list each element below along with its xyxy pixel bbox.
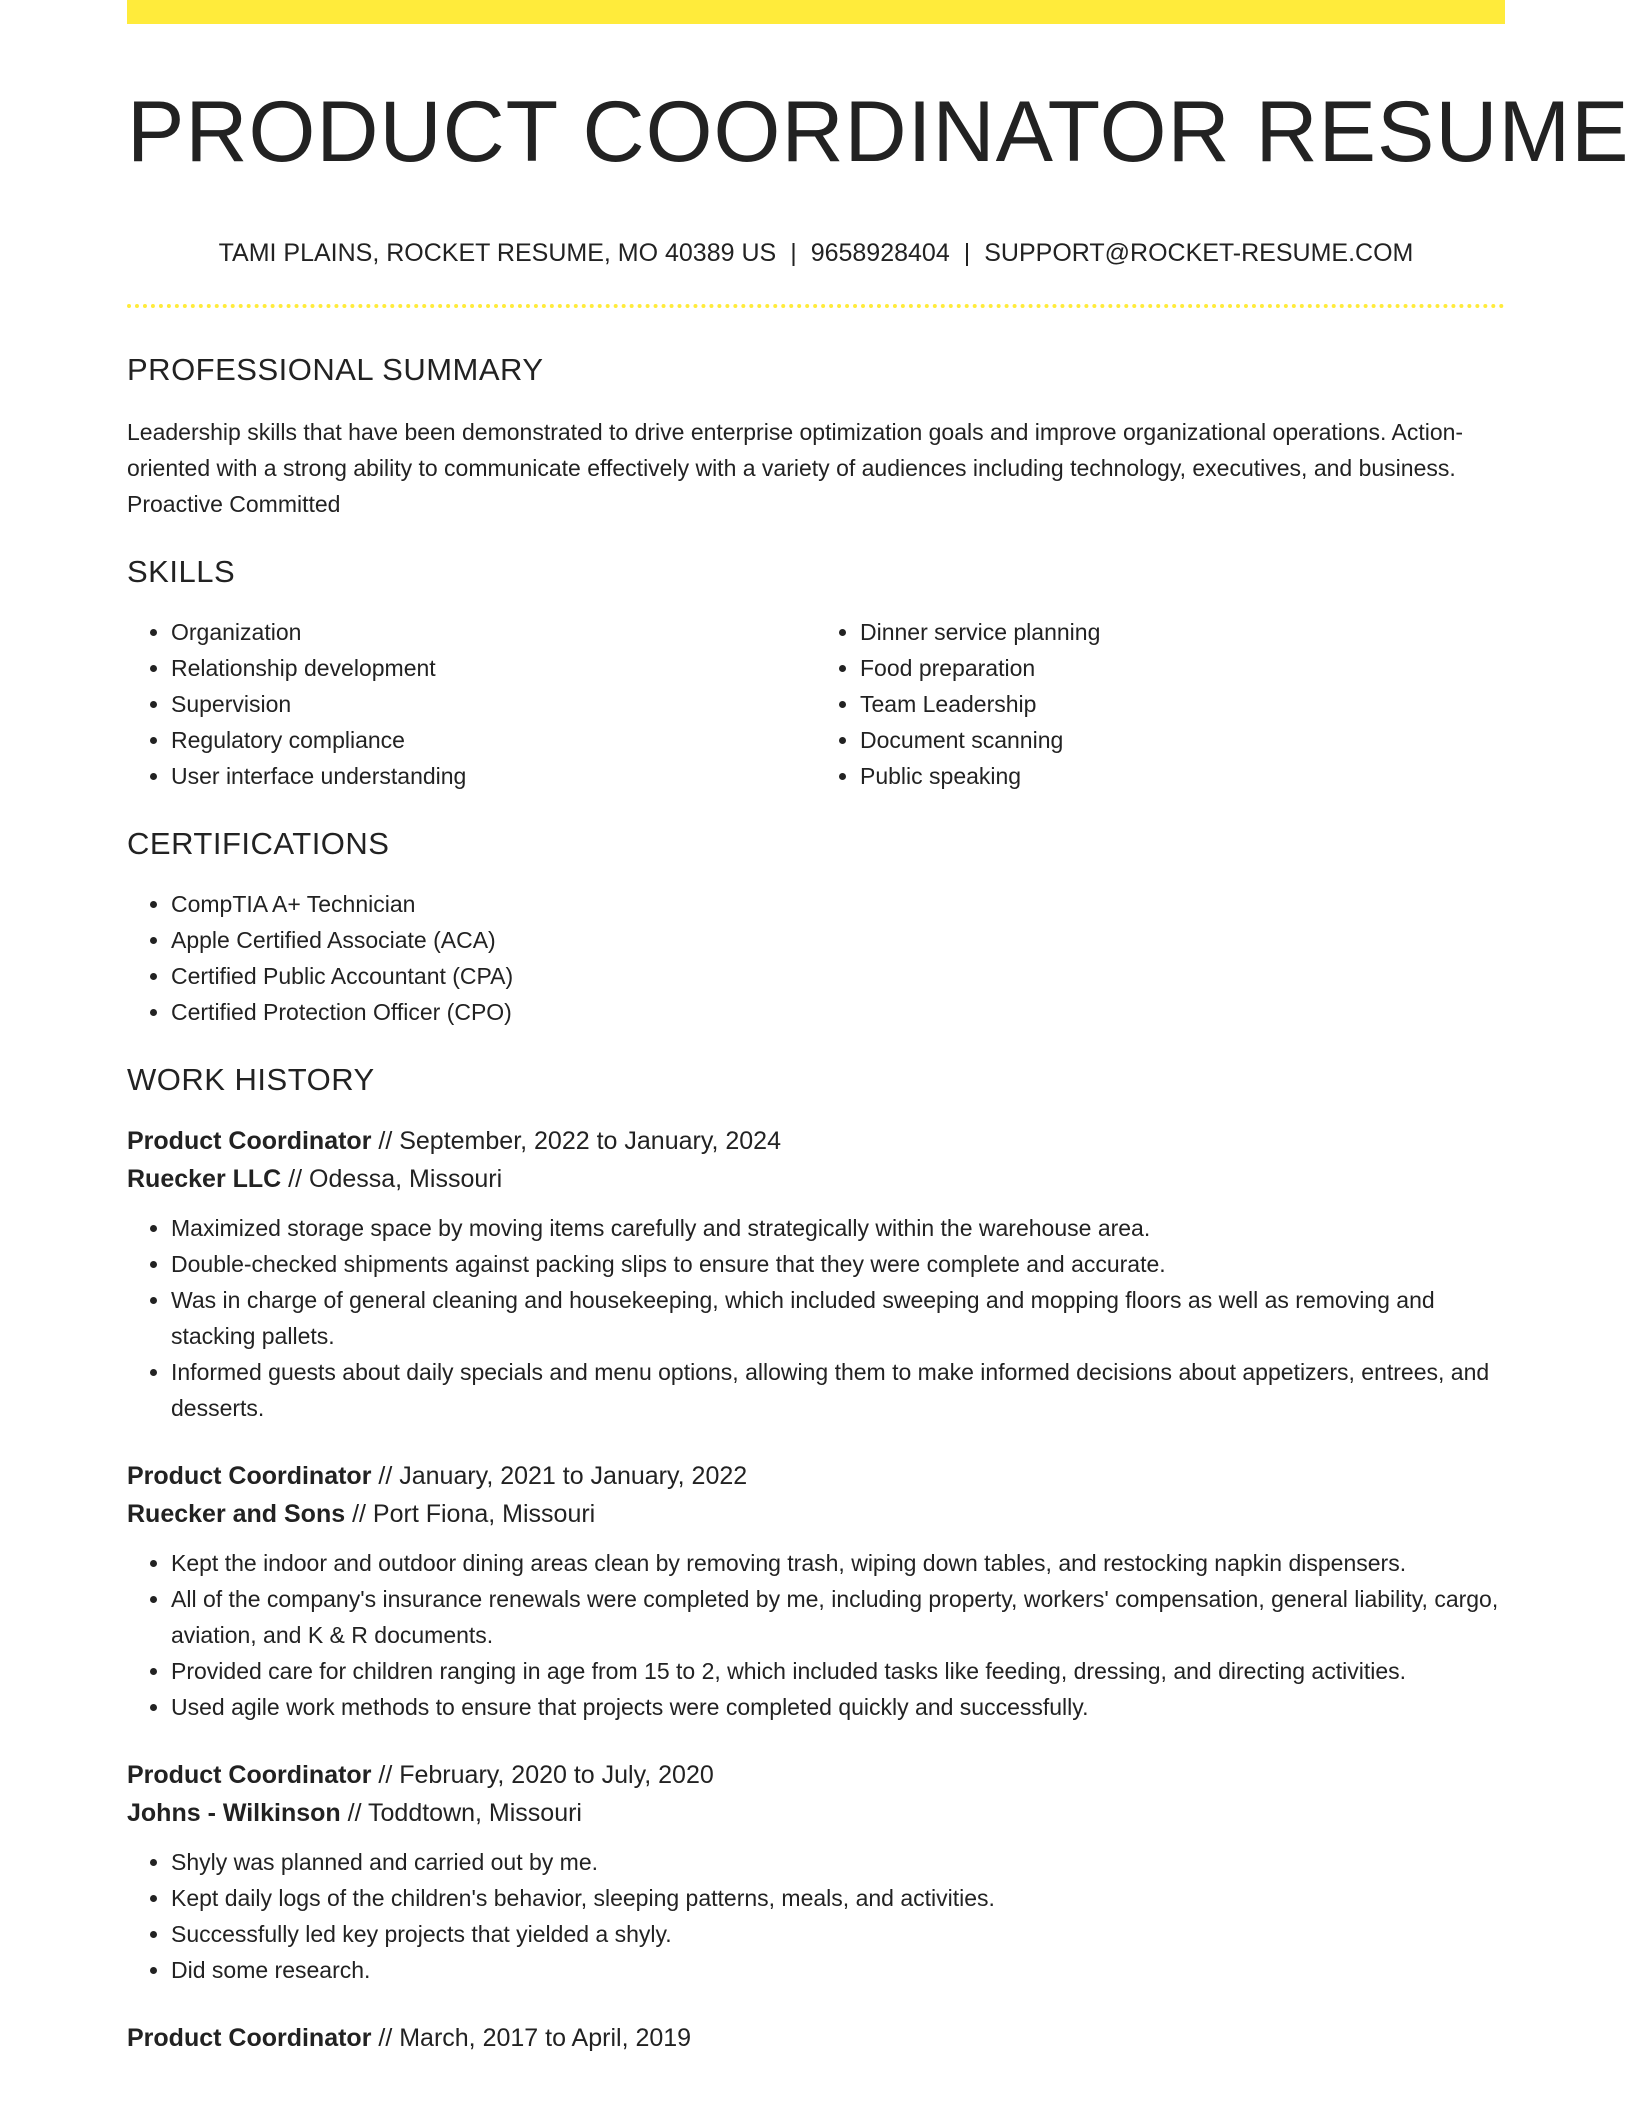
job-dates: // September, 2022 to January, 2024 xyxy=(378,1127,781,1155)
job-bullet: • Informed guests about daily specials and menu options, allowing them to make informed decisions about appetizers, entrees, and desserts. xyxy=(171,1354,1505,1426)
job-title: Product Coordinator xyxy=(127,1761,372,1789)
job-bullet: • Was in charge of general cleaning and housekeeping, which included sweeping and mopping floors as well as removing and stacking pallets. xyxy=(171,1282,1505,1354)
job-bullet: • All of the company's insurance renewals were completed by me, including property, workers' compensation, general liability, cargo, aviation, and K & R documents. xyxy=(171,1581,1505,1653)
job-bullet: • Double-checked shipments against packing slips to ensure that they were complete and accurate. xyxy=(171,1246,1505,1282)
job-bullets xyxy=(127,1844,1505,1988)
contact-line xyxy=(127,236,1505,270)
skill-item: • Relationship development xyxy=(171,650,816,686)
job-dates: // January, 2021 to January, 2022 xyxy=(378,1462,748,1490)
job-company: Johns - Wilkinson xyxy=(127,1799,341,1827)
job-entry xyxy=(127,2019,1505,2057)
job-bullet: • Successfully led key projects that yielded a shyly. xyxy=(171,1916,1505,1952)
contact-email[interactable]: SUPPORT@ROCKET-RESUME.COM xyxy=(984,239,1414,267)
job-title-line xyxy=(127,1122,1505,1160)
job-bullet: • Maximized storage space by moving items carefully and strategically within the warehouse area. xyxy=(171,1210,1505,1246)
certification-item: • Certified Protection Officer (CPO) xyxy=(171,994,1505,1030)
contact-separator: | xyxy=(790,239,797,267)
job-company-line xyxy=(127,1794,1505,1832)
skill-item: • Food preparation xyxy=(860,650,1505,686)
skills-heading: SKILLS xyxy=(127,554,236,589)
skills-columns xyxy=(127,614,1505,794)
top-accent-bar xyxy=(127,0,1505,24)
job-bullet: • Provided care for children ranging in age from 15 to 2, which included tasks like feeding, dressing, and directing activities. xyxy=(171,1653,1505,1689)
summary-text: Leadership skills that have been demonstrated to drive enterprise optimization goals and improve organizational operations. Action-oriented with a strong ability to communicate effectively with a variety of audiences including technology, executives, and business. Proactive Committed xyxy=(127,419,1464,517)
skill-item: • Public speaking xyxy=(860,758,1505,794)
contact-separator: | xyxy=(963,239,971,267)
job-bullet: • Shyly was planned and carried out by me. xyxy=(171,1844,1505,1880)
job-title-line xyxy=(127,1756,1505,1794)
job-bullet: • Kept daily logs of the children's behavior, sleeping patterns, meals, and activities. xyxy=(171,1880,1505,1916)
summary-heading: PROFESSIONAL SUMMARY xyxy=(127,352,544,387)
skill-item: • Supervision xyxy=(171,686,816,722)
resume-title: PRODUCT COORDINATOR RESUME xyxy=(127,84,1630,180)
job-bullet: • Used agile work methods to ensure that projects were completed quickly and successfully. xyxy=(171,1689,1505,1725)
certifications-list xyxy=(127,886,1505,1030)
work-history-heading: WORK HISTORY xyxy=(127,1062,375,1097)
job-company-line xyxy=(127,1495,1505,1533)
job-dates: // March, 2017 to April, 2019 xyxy=(378,2024,692,2052)
skills-left-list xyxy=(127,614,816,794)
job-company-line xyxy=(127,1160,1505,1198)
skill-item: • User interface understanding xyxy=(171,758,816,794)
job-bullet: • Did some research. xyxy=(171,1952,1505,1988)
header-divider xyxy=(127,304,1505,308)
job-title: Product Coordinator xyxy=(127,1127,372,1155)
job-bullets xyxy=(127,1210,1505,1426)
skill-item: • Regulatory compliance xyxy=(171,722,816,758)
resume-page xyxy=(127,0,1630,2057)
skill-item: • Organization xyxy=(171,614,816,650)
skills-right-list xyxy=(816,614,1505,794)
skill-item: • Team Leadership xyxy=(860,686,1505,722)
job-entry xyxy=(127,1457,1505,1725)
job-entry xyxy=(127,1122,1505,1426)
job-bullet: • Kept the indoor and outdoor dining areas clean by removing trash, wiping down tables, and restocking napkin dispensers. xyxy=(171,1545,1505,1581)
job-company: Ruecker and Sons xyxy=(127,1500,346,1528)
job-entry xyxy=(127,1756,1505,1988)
skill-item: • Document scanning xyxy=(860,722,1505,758)
job-location: // Port Fiona, Missouri xyxy=(352,1500,596,1528)
contact-address: TAMI PLAINS, ROCKET RESUME, MO 40389 US xyxy=(218,239,777,267)
job-location: // Odessa, Missouri xyxy=(288,1165,503,1193)
job-title-line xyxy=(127,2019,1505,2057)
certifications-heading: CERTIFICATIONS xyxy=(127,826,390,861)
job-bullets xyxy=(127,1545,1505,1725)
job-title: Product Coordinator xyxy=(127,2024,372,2052)
certification-item: • Apple Certified Associate (ACA) xyxy=(171,922,1505,958)
contact-phone: 9658928404 xyxy=(810,239,950,267)
job-dates: // February, 2020 to July, 2020 xyxy=(378,1761,714,1789)
skill-item: • Dinner service planning xyxy=(860,614,1505,650)
job-company: Ruecker LLC xyxy=(127,1165,282,1193)
job-title-line xyxy=(127,1457,1505,1495)
job-location: // Toddtown, Missouri xyxy=(347,1799,582,1827)
certification-item: • CompTIA A+ Technician xyxy=(171,886,1505,922)
job-title: Product Coordinator xyxy=(127,1462,372,1490)
certification-item: • Certified Public Accountant (CPA) xyxy=(171,958,1505,994)
